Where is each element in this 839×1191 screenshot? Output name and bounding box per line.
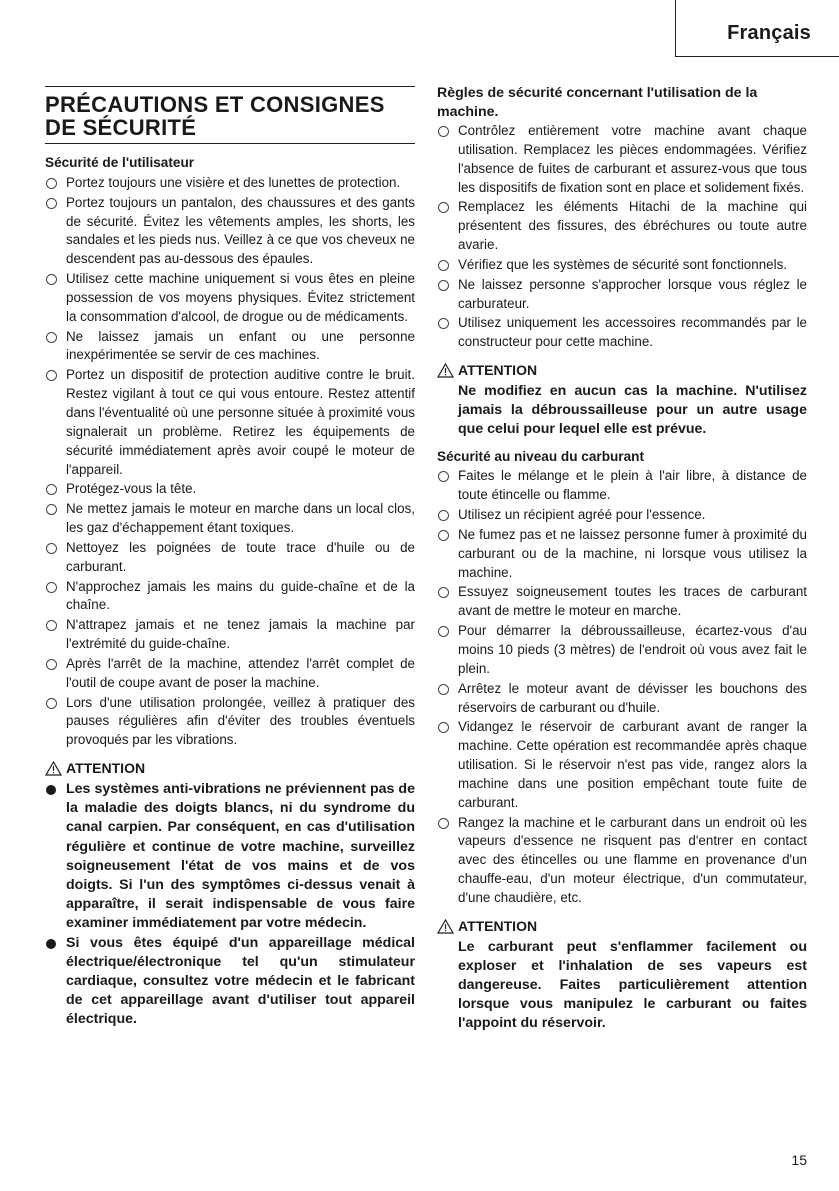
attention-list [45, 780, 415, 1030]
attention-heading [437, 361, 807, 380]
section-title: PRÉCAUTIONS ET CONSIGNES DE SÉCURITÉ [45, 86, 415, 144]
page-number: 15 [791, 1152, 807, 1168]
list-item: Rangez la machine et le carburant dans un endroit où les vapeurs d'essence ne risquent pas d'entrer en contact avec des étincelles ou une flamme en provenance d'un chauffe-eau, d'un moteur électrique, d'un commutateur, d'une chaudière, etc. [437, 814, 807, 908]
list-item: Utilisez un récipient agréé pour l'essence. [437, 506, 807, 525]
list-item: Remplacez les éléments Hitachi de la machine qui présentent des fissures, des ébréchures ou toute autre avarie. [437, 198, 807, 255]
machine-rules-list [437, 122, 807, 352]
attention-label: ATTENTION [458, 917, 538, 934]
language-label: Français [727, 22, 811, 44]
list-item: Ne fumez pas et ne laissez personne fumer à proximité du carburant ou de la machine, ni lorsque vous utilisez la machine. [437, 526, 807, 583]
attention-label: ATTENTION [458, 362, 538, 379]
list-item: Vérifiez que les systèmes de sécurité sont fonctionnels. [437, 256, 807, 275]
attention-heading [437, 917, 807, 936]
list-item: Utilisez uniquement les accessoires recommandés par le constructeur pour cette machine. [437, 314, 807, 352]
fuel-safety-heading: Sécurité au niveau du carburant [437, 448, 644, 464]
warning-triangle-icon [45, 761, 62, 776]
list-item: Essuyez soigneusement toutes les traces de carburant avant de mettre le moteur en marche. [437, 583, 807, 621]
user-safety-list [45, 174, 415, 750]
list-item: Lors d'une utilisation prolongée, veillez à pratiquer des pauses régulières afin d'éviter des troubles éventuels provoqués par les vibrations. [45, 694, 415, 751]
user-safety-heading: Sécurité de l'utilisateur [45, 155, 195, 170]
list-item: Utilisez cette machine uniquement si vous êtes en pleine possession de vos moyens physiques. Évitez strictement la consommation d'alcool, de drogue ou de médicaments. [45, 270, 415, 327]
list-item: N'attrapez jamais et ne tenez jamais la machine par l'extrémité du guide-chaîne. [45, 616, 415, 654]
right-column [437, 84, 807, 1042]
list-item: Vidangez le réservoir de carburant avant de ranger la machine. Cette opération est recommandée après chaque utilisation. Si le réservoir n'est pas vide, rangez alors la machine dans une position empêchant toute fuite de carburant. [437, 718, 807, 812]
list-item: N'approchez jamais les mains du guide-chaîne et de la chaîne. [45, 578, 415, 616]
attention-heading [45, 759, 415, 778]
left-column [45, 86, 415, 1030]
attention-text: Ne modifiez en aucun cas la machine. N'utilisez jamais la débroussailleuse pour un autre usage que celui pour lequel elle est prévue. [458, 382, 807, 438]
list-item: Contrôlez entièrement votre machine avant chaque utilisation. Remplacez les pièces endommagées. Vérifiez l'absence de fuites de carburant et assurez-vous que tous les dispositifs de fixation sont en place et solidement fixés. [437, 122, 807, 197]
list-item: Nettoyez les poignées de toute trace d'huile ou de carburant. [45, 539, 415, 577]
attention-item: Si vous êtes équipé d'un appareillage médical électrique/électronique tel qu'un stimulateur cardiaque, consultez votre médecin et le fabricant de cet appareillage avant d'utiliser tout appareil électrique. [45, 934, 415, 1030]
list-item: Après l'arrêt de la machine, attendez l'arrêt complet de l'outil de coupe avant de poser la machine. [45, 655, 415, 693]
list-item: Protégez-vous la tête. [45, 480, 415, 499]
list-item: Portez toujours une visière et des lunettes de protection. [45, 174, 415, 193]
list-item: Pour démarrer la débroussailleuse, écartez-vous d'au moins 10 pieds (3 mètres) de l'endroit où vous avez fait le plein. [437, 622, 807, 679]
list-item: Ne laissez jamais un enfant ou une personne inexpérimentée se servir de ces machines. [45, 328, 415, 366]
warning-triangle-icon [437, 363, 454, 378]
attention-text: Le carburant peut s'enflammer facilement ou exploser et l'inhalation de ses vapeurs est dangereuse. Faites particulièrement attention lorsque vous manipulez le carburant ou faites l'appoint du réservoir. [458, 938, 807, 1032]
list-item: Portez toujours un pantalon, des chaussures et des gants de sécurité. Évitez les vêtements amples, les shorts, les sandales et les pieds nus. Veillez à ce que vos cheveux ne descendent pas au-dessous des épaules. [45, 194, 415, 269]
list-item: Portez un dispositif de protection auditive contre le bruit. Restez vigilant à tout ce qui vous entoure. Restez attentif dans l'éventualité où une personne située à proximité vous signalerait un problème. Retirez les équipements de sécurité immédiatement après avoir coupé le moteur de l'appareil. [45, 366, 415, 479]
list-item: Faites le mélange et le plein à l'air libre, à distance de toute étincelle ou flamme. [437, 467, 807, 505]
warning-triangle-icon [437, 919, 454, 934]
fuel-safety-list [437, 467, 807, 907]
list-item: Ne mettez jamais le moteur en marche dans un local clos, les gaz d'échappement étant toxiques. [45, 500, 415, 538]
attention-item: Les systèmes anti-vibrations ne préviennent pas de la maladie des doigts blancs, ni du syndrome du canal carpien. Par conséquent, en cas d'utilisation régulière et continue de votre machine, surveillez soigneusement l'état de vos mains et de vos doigts. Si l'un des symptômes ci-dessus venait à apparaître, il serait indispensable de vous faire examiner immédiatement par votre médecin. [45, 780, 415, 934]
attention-label: ATTENTION [66, 760, 146, 777]
list-item: Arrêtez le moteur avant de dévisser les bouchons des réservoirs de carburant ou d'huile. [437, 680, 807, 718]
machine-rules-heading: Règles de sécurité concernant l'utilisation de la machine. [437, 85, 758, 120]
list-item: Ne laissez personne s'approcher lorsque vous réglez le carburateur. [437, 276, 807, 314]
language-tab [675, 0, 839, 57]
